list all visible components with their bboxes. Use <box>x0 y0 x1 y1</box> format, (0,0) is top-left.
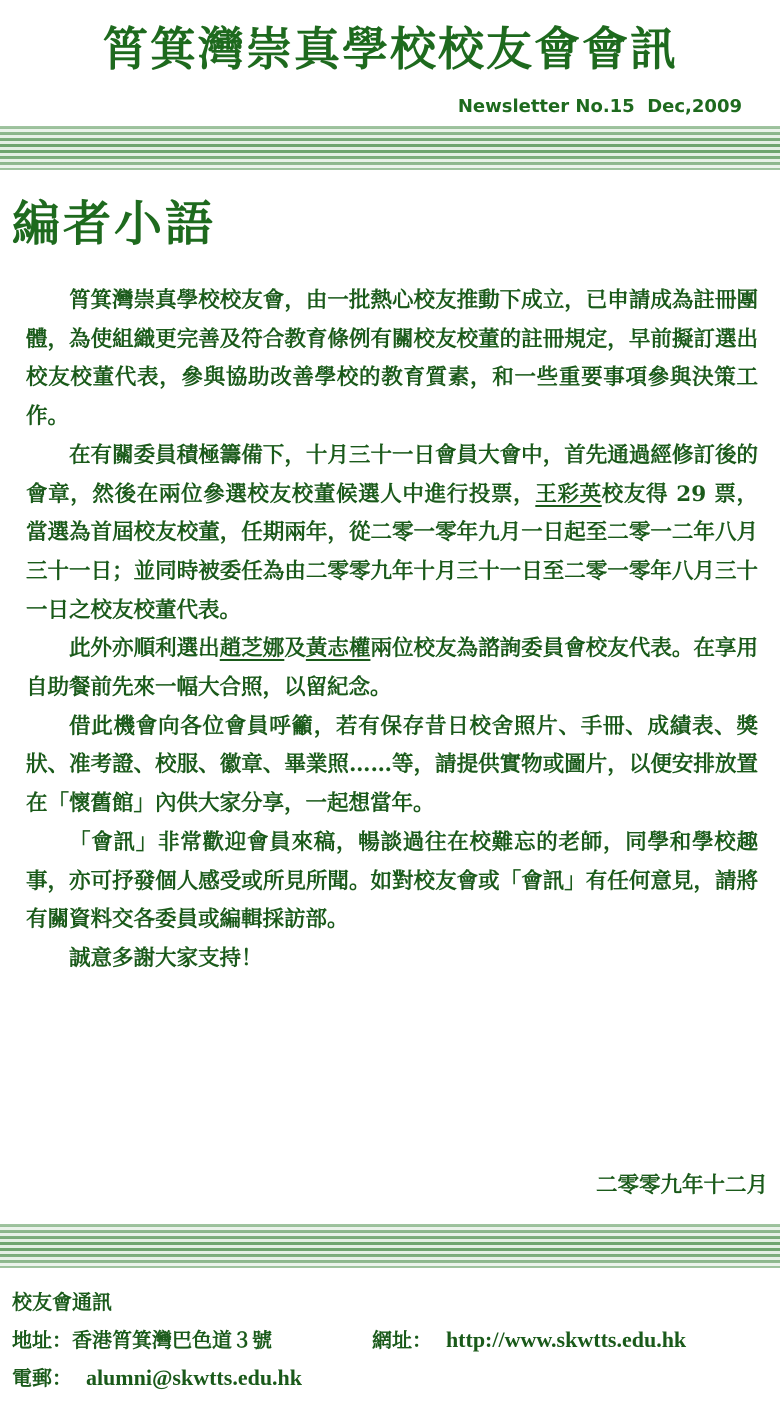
paragraph-3-part-a: 此外亦順利選出 <box>69 636 220 662</box>
address-value: 香港筲箕灣巴色道３號 <box>72 1328 272 1352</box>
email-label: 電郵： <box>12 1366 72 1390</box>
email-link[interactable]: alumni@skwtts.edu.hk <box>85 1365 303 1390</box>
paragraph-5: 「會訊」非常歡迎會員來稿，暢談過往在校難忘的老師，同學和學校趣事，亦可抒發個人感受或所見所聞。如對校友會或「會訊」有任何意見，請將有關資料交各委員或編輯採訪部。 <box>26 829 758 933</box>
paragraph-4: 借此機會向各位會員呼籲，若有保存昔日校舍照片、手冊、成績表、獎狀、准考證、校服、徽章、畢業照……等，請提供實物或圖片，以便安排放置在「懷舊館」內供大家分享，一起想當年。 <box>26 713 758 817</box>
paragraph-3 <box>26 630 758 707</box>
paragraph-3-part-b: 兩位校友為諮詢委員會校友代表。在享用自助餐前先來一幅大合照，以留紀念。 <box>26 636 758 701</box>
website-label: 網址： <box>372 1328 432 1352</box>
paragraph-6: 誠意多謝大家支持！ <box>69 945 263 971</box>
paragraph-1: 筲箕灣崇真學校校友會，由一批熱心校友推動下成立，已申請成為註冊團體，為使組織更完善及符合教育條例有關校友校董的註冊規定，早前擬訂選出校友校董代表，參與協助改善學校的教育質素，和一些重要事項參與決策工作。 <box>26 288 758 430</box>
editorial-article <box>26 282 758 979</box>
paragraph-2 <box>26 437 758 631</box>
advisor-name-2: 黃志權 <box>305 636 371 662</box>
footer-website <box>372 1324 686 1353</box>
paragraph-2-part-b: 校友得 29 票，當選為首屆校友校董，任期兩年，從二零一零年九月一日起至二零一二年八月三十一日；並同時被委任為由二零零九年十月三十一日至二零一零年八月三十一日之校友校董代表。 <box>26 481 758 623</box>
elected-director-name: 王彩英 <box>535 481 602 507</box>
footer-stripe-divider <box>0 1224 780 1268</box>
footer-heading: 校友會通訊 <box>12 1290 112 1314</box>
issue-line: Newsletter No.15 Dec,2009 <box>457 96 742 117</box>
website-link[interactable]: http://www.skwtts.edu.hk <box>445 1327 687 1352</box>
footer-email <box>12 1362 302 1391</box>
paragraph-2-part-a: 在有關委員積極籌備下，十月三十一日會員大會中，首先通過經修訂後的會章，然後在兩位參選校友校董候選人中進行投票， <box>26 442 758 507</box>
footer-address <box>12 1324 272 1353</box>
advisor-name-1: 趙芝娜 <box>219 636 285 662</box>
header-stripe-divider <box>0 126 780 170</box>
section-heading: 編者小語 <box>12 196 217 252</box>
paragraph-3-conjunction: 及 <box>284 636 306 662</box>
address-label: 地址： <box>12 1328 72 1352</box>
editorial-date: 二零零九年十二月 <box>595 1173 768 1198</box>
masthead-title: 筲箕灣崇真學校校友會會訊 <box>102 22 678 76</box>
